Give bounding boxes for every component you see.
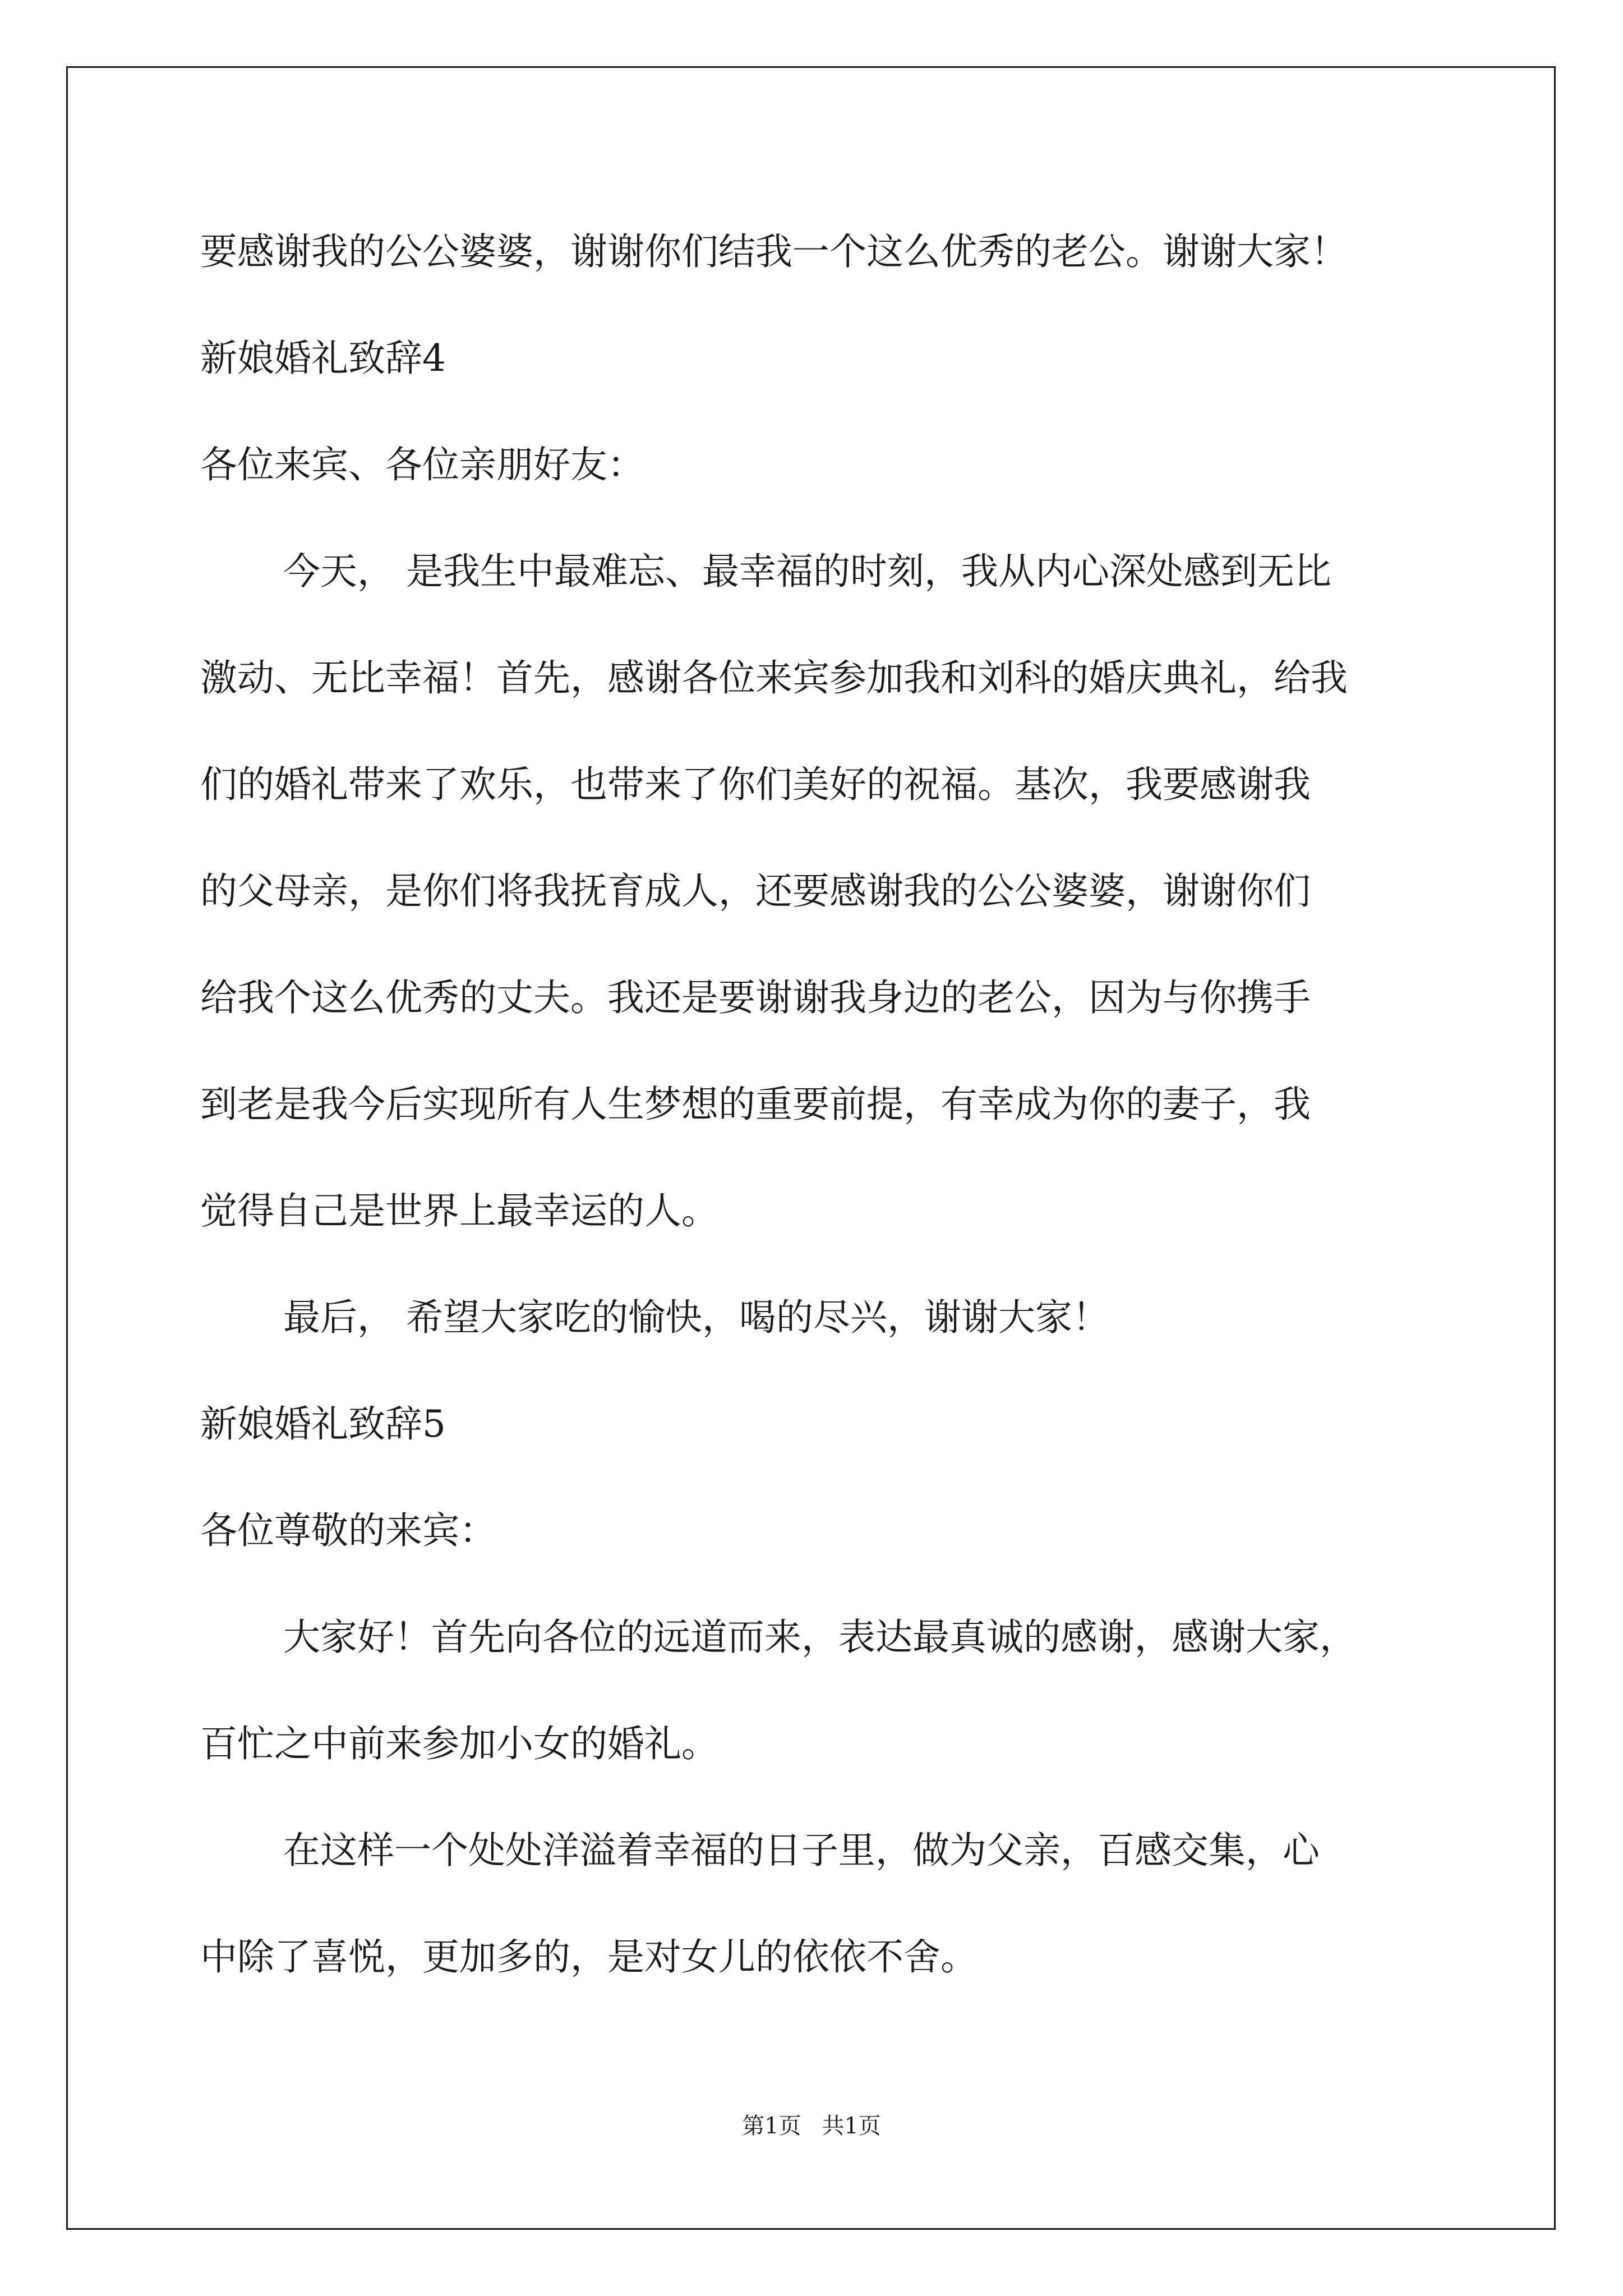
paragraph-line: 在这样一个处处洋溢着幸福的日子里，做为父亲，百感交集，心 <box>283 1829 1320 1872</box>
paragraph-line: 要感谢我的公公婆婆，谢谢你们结我一个这么优秀的老公。谢谢大家！ <box>200 230 1348 273</box>
page-number: 第1页 <box>742 2113 801 2139</box>
page-footer <box>0 2112 1623 2140</box>
paragraph-line: 中除了喜悦，更加多的，是对女儿的依依不舍。 <box>200 1935 978 1978</box>
section-heading: 新娘婚礼致辞5 <box>200 1402 446 1446</box>
paragraph-line: 最后， 希望大家吃的愉快，喝的尽兴，谢谢大家！ <box>283 1296 1109 1339</box>
paragraph-line: 百忙之中前来参加小女的婚礼。 <box>200 1722 718 1765</box>
section-heading: 新娘婚礼致辞4 <box>200 337 446 380</box>
page-total: 共1页 <box>822 2113 881 2139</box>
paragraph-line: 到老是我今后实现所有人生梦想的重要前提，有幸成为你的妻子，我 <box>200 1083 1311 1126</box>
paragraph-line: 激动、无比幸福！首先，感谢各位来宾参加我和刘科的婚庆典礼，给我 <box>200 656 1348 700</box>
greeting-line: 各位来宾、各位亲朋好友： <box>200 443 644 486</box>
paragraph-line: 们的婚礼带来了欢乐，也带来了你们美好的祝福。基次，我要感谢我 <box>200 763 1311 806</box>
paragraph-line: 的父母亲，是你们将我抚育成人，还要感谢我的公公婆婆，谢谢你们 <box>200 869 1311 913</box>
page-border <box>66 66 1556 2230</box>
greeting-line: 各位尊敬的来宾： <box>200 1509 496 1552</box>
paragraph-line: 大家好！首先向各位的远道而来，表达最真诚的感谢，感谢大家， <box>283 1616 1357 1659</box>
paragraph-line: 觉得自己是世界上最幸运的人。 <box>200 1189 718 1232</box>
paragraph-line: 给我个这么优秀的丈夫。我还是要谢谢我身边的老公，因为与你携手 <box>200 976 1311 1019</box>
paragraph-line: 今天， 是我生中最难忘、最幸福的时刻，我从内心深处感到无比 <box>283 550 1331 593</box>
